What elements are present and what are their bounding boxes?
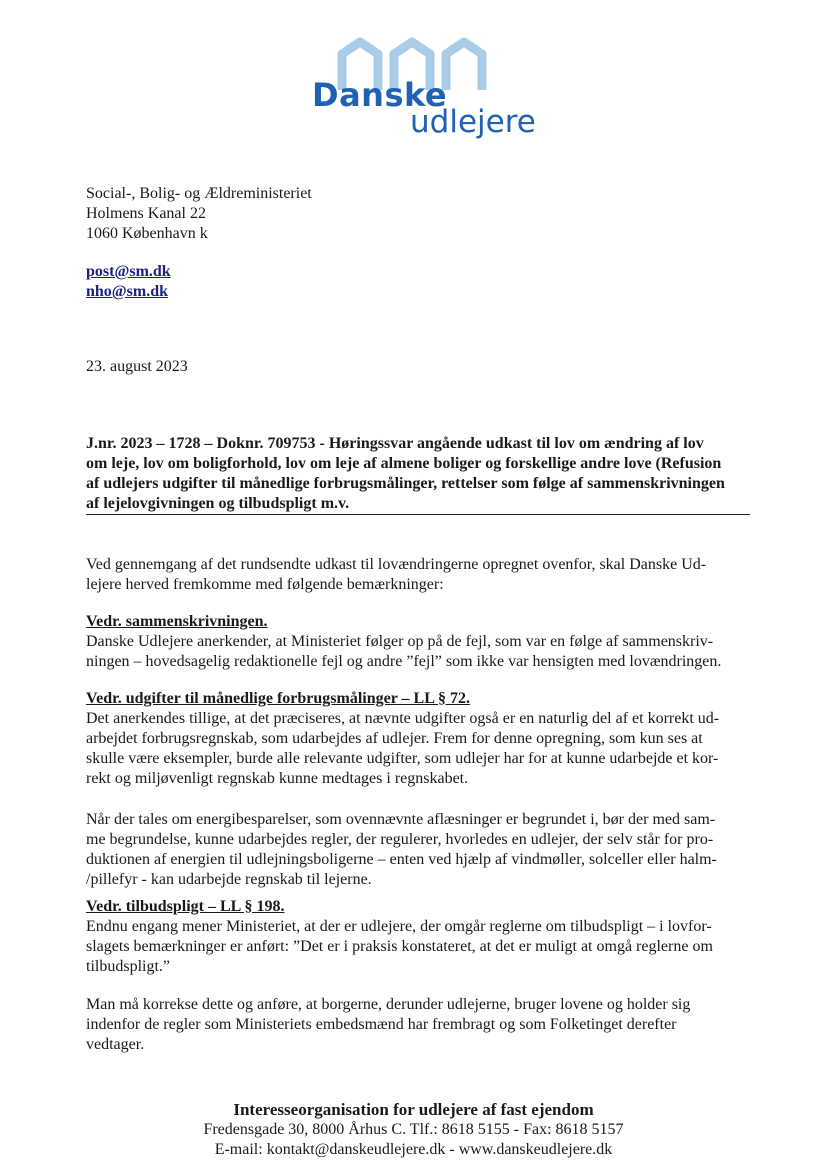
paragraph-line: rekt og miljøvenligt regnskab kunne medtages i regnskabet. <box>86 770 469 787</box>
energy-paragraph <box>86 810 754 890</box>
paragraph-line: ningen – hovedsagelig redaktionelle fejl og andre ”fejl” som ikke var hensigten med lovændringen. <box>86 653 722 670</box>
paragraph-line: Ved gennemgang af det rundsendte udkast til lovændringerne opregnet ovenfor, skal Danske Ud- <box>86 556 707 573</box>
paragraph-line: tilbudspligt.” <box>86 958 170 975</box>
subject-block <box>86 434 754 514</box>
section-heading: Vedr. udgifter til månedlige forbrugsmålinger – LL § 72. <box>86 690 471 707</box>
subject-line: af udlejers udgifter til månedlige forbrugsmålinger, rettelser som følge af sammenskrivningen <box>86 475 725 492</box>
logo-line-2: udlejere <box>410 104 536 140</box>
recipient-name: Social-, Bolig- og Ældreministeriet <box>86 185 312 202</box>
email-link-post[interactable]: post@sm.dk <box>86 263 171 280</box>
recipient-city: 1060 København k <box>86 225 208 242</box>
logo-line-1: Danske <box>312 76 448 114</box>
footer-address: Fredensgade 30, 8000 Århus C. Tlf.: 8618 5155 - Fax: 8618 5157 <box>203 1121 624 1138</box>
paragraph-line: me begrundelse, kunne udarbejdes regler, der regulerer, hvorledes en udlejer, der selv står for pro- <box>86 831 714 848</box>
paragraph-line: Danske Udlejere anerkender, at Ministeriet følger op på de fejl, som var en følge af sammenskriv- <box>86 633 714 650</box>
recipient-street: Holmens Kanal 22 <box>86 205 206 222</box>
danske-udlejere-logo <box>300 36 560 146</box>
footer-contact: E-mail: kontakt@danskeudlejere.dk - www.danskeudlejere.dk <box>214 1141 613 1158</box>
paragraph-line: Når der tales om energibesparelser, som ovennævnte aflæsninger er begrundet i, bør der med sam- <box>86 811 716 828</box>
subject-divider <box>86 514 750 515</box>
section-heading: Vedr. tilbudspligt – LL § 198. <box>86 898 285 915</box>
paragraph-line: arbejdet forbrugsregnskab, som udarbejdes af udlejer. Frem for denne opregning, som kun ses at <box>86 730 703 747</box>
subject-line: af lejelovgivningen og tilbudspligt m.v. <box>86 495 350 512</box>
section-tilbudspligt <box>86 897 754 977</box>
section-heading: Vedr. sammenskrivningen. <box>86 613 268 630</box>
paragraph-line: Det anerkendes tillige, at det præciseres, at nævnte udgifter også er en naturlig del af et korrekt ud- <box>86 710 720 727</box>
paragraph-line: Man må korrekse dette og anføre, at borgerne, derunder udlejerne, bruger lovene og holder sig <box>86 996 691 1013</box>
subject-line: J.nr. 2023 – 1728 – Doknr. 709753 - Høringssvar angående udkast til lov om ændring af lov <box>86 435 704 452</box>
paragraph-line: /pillefyr - kan udarbejde regnskab til lejerne. <box>86 871 372 888</box>
paragraph-line: lejere herved fremkomme med følgende bemærkninger: <box>86 576 444 593</box>
paragraph-line: slagets bemærkninger er anført: ”Det er i praksis konstateret, at det er muligt at omgå reglerne om <box>86 938 713 955</box>
section-sammenskrivningen <box>86 612 754 672</box>
email-link-nho[interactable]: nho@sm.dk <box>86 283 169 300</box>
letter-date: 23. august 2023 <box>86 358 188 375</box>
subject-line: om leje, lov om boligforhold, lov om leje af almene boliger og forskellige andre love (Refusion <box>86 455 722 472</box>
paragraph-line: skulle være eksempler, burde alle relevante udgifter, som udlejer har for at kunne udarbejde et kor- <box>86 750 719 767</box>
letterhead-footer <box>0 1100 827 1160</box>
section-forbrugsmaalinger <box>86 689 754 789</box>
closing-paragraph <box>86 995 754 1055</box>
paragraph-line: vedtager. <box>86 1036 145 1053</box>
paragraph-line: Endnu engang mener Ministeriet, at der er udlejere, der omgår reglerne om tilbudspligt – i lovfor- <box>86 918 712 935</box>
footer-organisation: Interesseorganisation for udlejere af fast ejendom <box>233 1100 594 1119</box>
intro-paragraph <box>86 555 754 595</box>
paragraph-line: duktionen af energien til udlejningsboligerne – enten ved hjælp af vindmøller, solceller eller halm- <box>86 851 717 868</box>
paragraph-line: indenfor de regler som Ministeriets embedsmænd har frembragt og som Folketinget derefter <box>86 1016 677 1033</box>
